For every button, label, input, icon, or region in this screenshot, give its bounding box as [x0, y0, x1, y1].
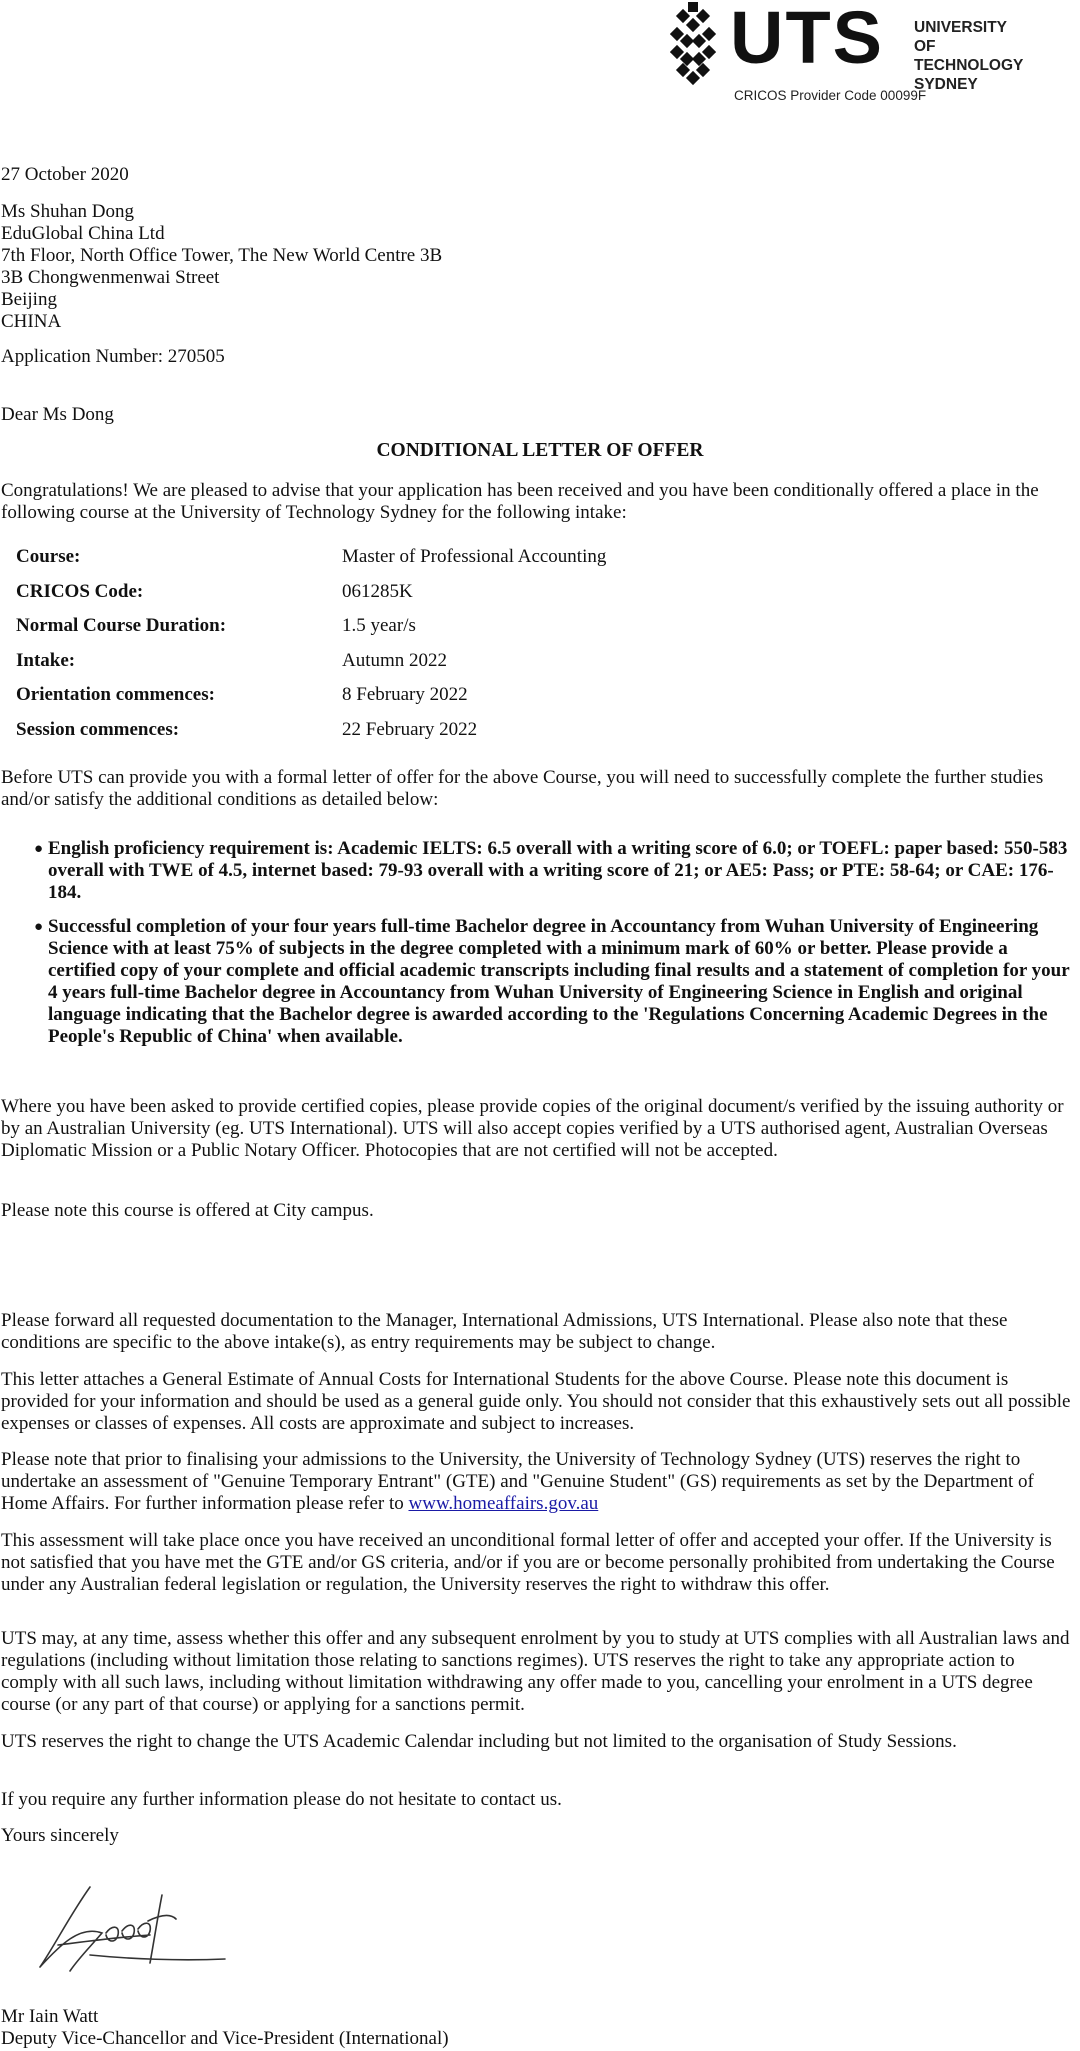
detail-value: Master of Professional Accounting	[342, 546, 607, 567]
recipient-line: EduGlobal China Ltd	[1, 223, 165, 244]
calendar-paragraph: UTS reserves the right to change the UTS Academic Calendar including but not limited to the organisation of Study Sessions.	[1, 1731, 957, 1752]
bullet-icon: ●	[34, 919, 44, 935]
estimate-paragraph: This letter attaches a General Estimate of Annual Costs for International Students for the above Course. Please note this document is provided for your information and should be used as a general guide only. You should not consider that this exhaustively sets out all possible expenses or classes of expenses. All costs are approximate and subject to increases.	[1, 1369, 1071, 1434]
detail-label: Intake:	[16, 649, 76, 671]
detail-value: 1.5 year/s	[342, 615, 416, 636]
sanctions-paragraph: UTS may, at any time, assess whether this offer and any subsequent enrolment by you to study at UTS complies with all Australian laws and regulations (including without limitation those relating to sanctions regimes). UTS reserves the right to take any appropriate action to comply with all such laws, including without limitation withdrawing any offer made to you, cancelling your enrolment in a UTS degree course (or any part of that course) or applying for a sanctions permit.	[1, 1628, 1070, 1715]
closing: Yours sincerely	[1, 1825, 119, 1846]
application-number: Application Number: 270505	[1, 346, 225, 367]
letter-date: 27 October 2020	[1, 164, 129, 185]
cricos-provider-code: CRICOS Provider Code 00099F	[734, 88, 927, 103]
detail-label: Normal Course Duration:	[16, 615, 227, 636]
detail-value: Autumn 2022	[342, 649, 448, 671]
detail-label: CRICOS Code:	[16, 580, 144, 602]
recipient-line: 3B Chongwenmenwai Street	[1, 267, 220, 288]
gte-text: Please note that prior to finalising your admissions to the University, the University of Technology Sydney (UTS) reserves the right to undertake an assessment of "Genuine Temporary Entrant" (GTE) and "Genuine Student" (GS) requirements as set by the Department of Home Affairs. For further information please refer to	[1, 1449, 1034, 1514]
detail-row	[16, 615, 606, 650]
recipient-address	[1, 201, 442, 333]
condition-item	[34, 916, 1070, 1048]
logo-wordmark: UTS	[730, 0, 884, 79]
conditions-list	[34, 838, 1070, 1060]
uts-logo	[670, 2, 1030, 104]
letter-heading: CONDITIONAL LETTER OF OFFER	[376, 440, 704, 461]
detail-label: Course:	[16, 546, 81, 567]
further-info-paragraph: If you require any further information please do not hesitate to contact us.	[1, 1789, 562, 1810]
assessment-paragraph: This assessment will take place once you have received an unconditional formal letter of offer and accepted your offer. If the University is not satisfied that you have met the GTE and/or GS criteria, and/or if you are or become personally prohibited from undertaking the Course under any Australian federal legislation or regulation, the University reserves the right to withdraw this offer.	[1, 1530, 1055, 1595]
detail-row	[16, 719, 606, 754]
detail-value: 22 February 2022	[342, 718, 478, 740]
recipient-line: Ms Shuhan Dong	[1, 201, 135, 222]
detail-label: Session commences:	[16, 718, 180, 740]
logo-university-name: UNIVERSITY OF TECHNOLOGY SYDNEY	[914, 19, 1024, 93]
before-conditions-paragraph: Before UTS can provide you with a formal letter of offer for the above Course, you will need to successfully complete the further studies and/or satisfy the additional conditions as detailed below:	[1, 767, 1044, 810]
condition-item	[34, 838, 1070, 904]
certified-copies-paragraph: Where you have been asked to provide certified copies, please provide copies of the original document/s verified by the issuing authority or by an Australian University (eg. UTS International). UTS will also accept copies verified by a UTS authorised agent, Australian Overseas Diplomatic Mission or a Public Notary Officer. Photocopies that are not certified will not be accepted.	[1, 1096, 1064, 1161]
detail-row	[16, 546, 606, 581]
signatory-name: Mr Iain Watt	[1, 2006, 99, 2027]
homeaffairs-link[interactable]: www.homeaffairs.gov.au	[408, 1493, 599, 1514]
detail-value: 061285K	[342, 580, 413, 602]
uts-crest-icon	[670, 2, 716, 86]
signature-image	[30, 1875, 240, 1985]
bullet-icon: ●	[34, 841, 44, 857]
condition-text: English proficiency requirement is: Academic IELTS: 6.5 overall with a writing score of 6.0; or TOEFL: paper based: 550-583 overall with TWE of 4.5, internet based: 79-93 overall with a writing score of 21; or AE5: Pass; or PTE: 58-64; or CAE: 176-184.	[48, 838, 1068, 903]
detail-value: 8 February 2022	[342, 684, 468, 705]
recipient-line: CHINA	[1, 311, 62, 332]
recipient-line: 7th Floor, North Office Tower, The New World Centre 3B	[1, 245, 443, 266]
signatory-title: Deputy Vice-Chancellor and Vice-President (International)	[1, 2028, 449, 2049]
salutation: Dear Ms Dong	[1, 404, 114, 425]
detail-label: Orientation commences:	[16, 684, 215, 705]
gte-paragraph	[1, 1449, 1076, 1515]
condition-text: Successful completion of your four years full-time Bachelor degree in Accountancy from Wuhan University of Engineering Science with at least 75% of subjects in the degree completed with a minimum mark of 60% or better. Please provide a certified copy of your complete and official academic transcripts including final results and a statement of completion for your 4 years full-time Bachelor degree in Accountancy from Wuhan University of Engineering Science in English and original language indicating that the Bachelor degree is awarded according to the 'Regulations Concerning Academic Degrees in the People's Republic of China' when available.	[48, 916, 1070, 1047]
intro-paragraph: Congratulations! We are pleased to advise that your application has been received and you have been conditionally offered a place in the following course at the University of Technology Sydney for the following intake:	[1, 480, 1039, 523]
forward-docs-paragraph: Please forward all requested documentation to the Manager, International Admissions, UTS International. Please also note that these conditions are specific to the above intake(s), as entry requirements may be subject to change.	[1, 1310, 1008, 1353]
detail-row	[16, 581, 606, 616]
detail-row	[16, 650, 606, 685]
course-details-table	[16, 546, 606, 753]
detail-row	[16, 684, 606, 719]
recipient-line: Beijing	[1, 289, 57, 310]
campus-paragraph: Please note this course is offered at City campus.	[1, 1200, 374, 1221]
